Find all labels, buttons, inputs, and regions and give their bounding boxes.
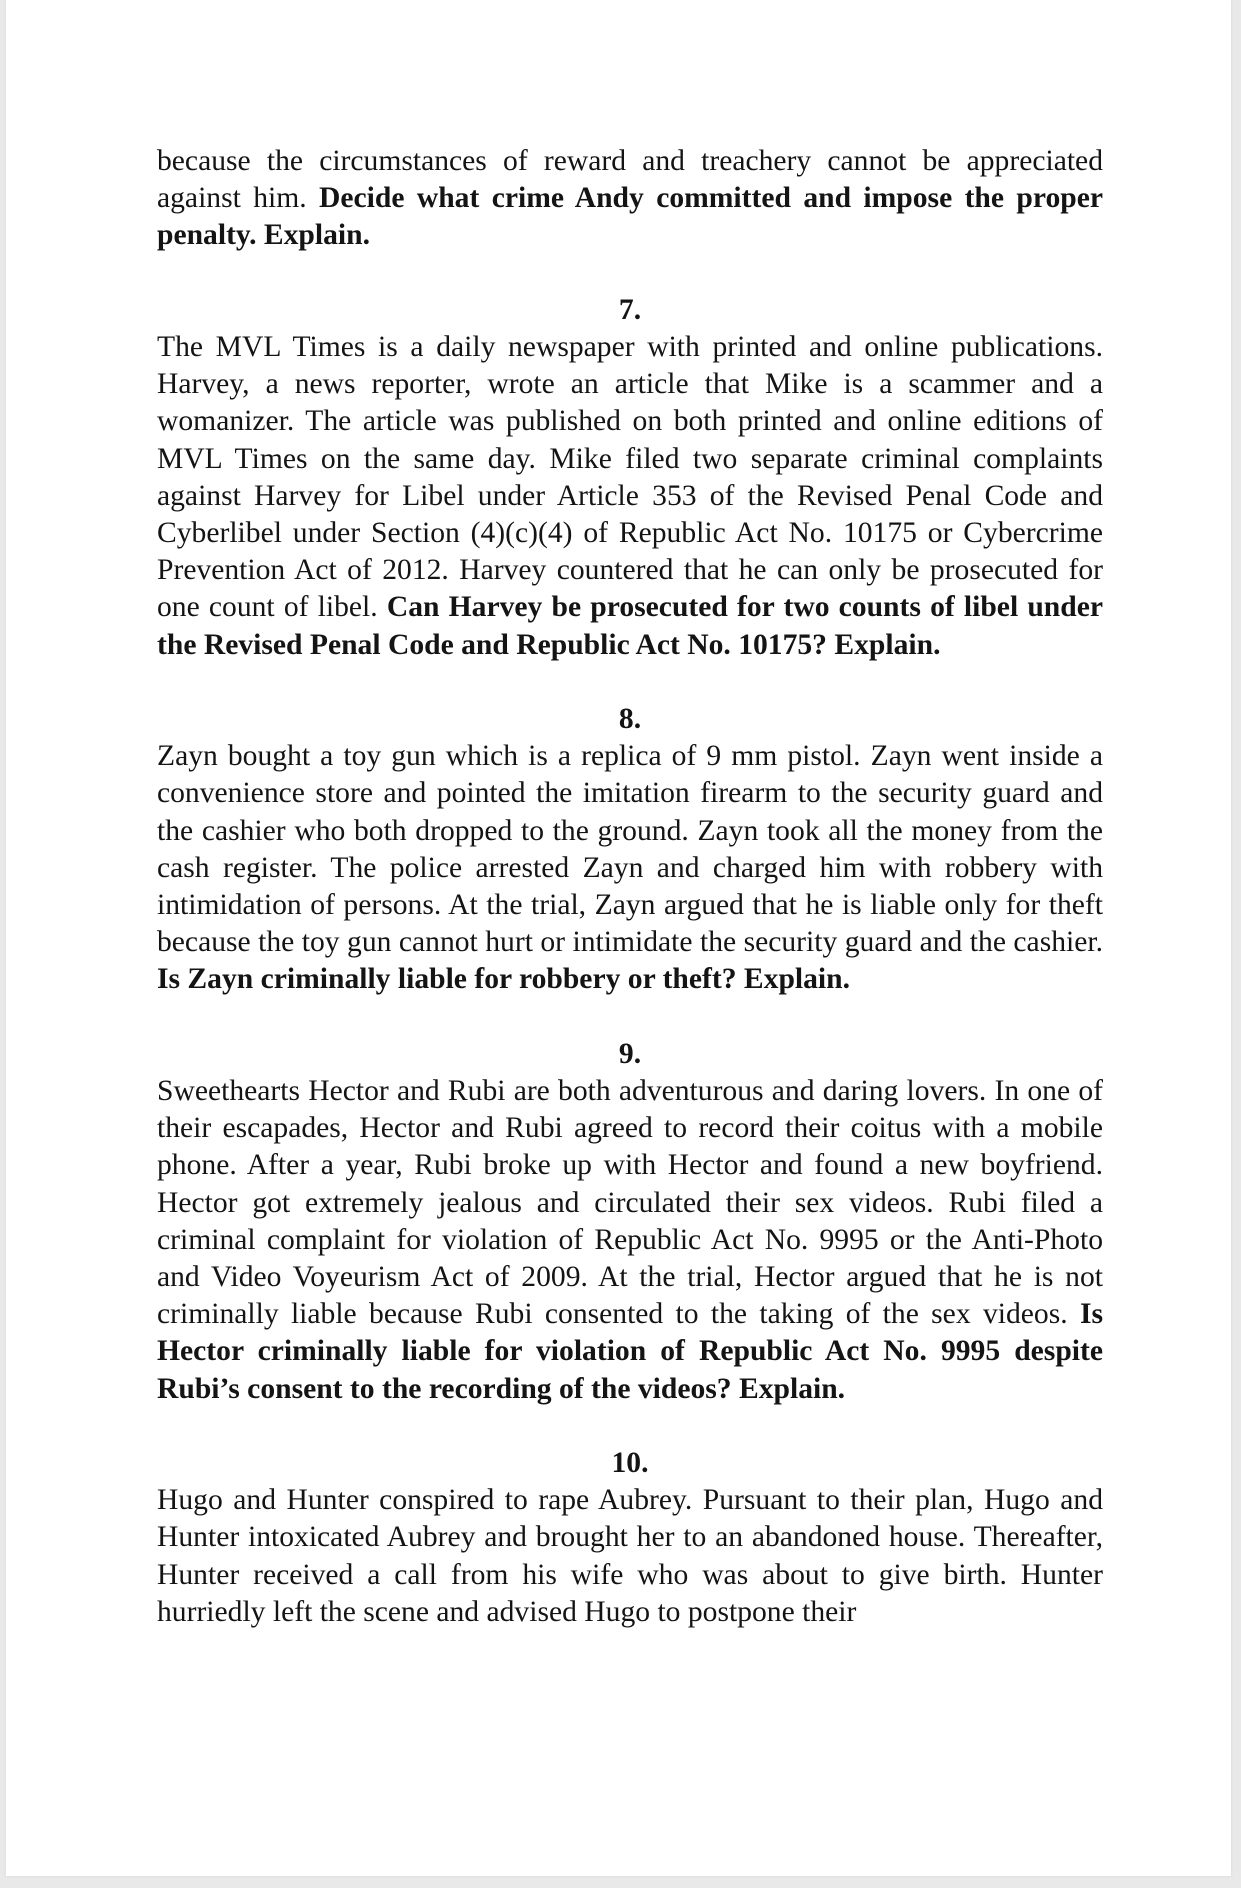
question-number-9: 9. (618, 1037, 642, 1070)
question-8-paragraph (157, 738, 1103, 998)
question-text: Decide what crime Andy committed and impose the proper penalty. Explain. (157, 182, 1103, 252)
question-text: Is Hector criminally liable for violation of Republic Act No. 9995 despite Rubi’s consent to the recording of the videos? Explain. (157, 1298, 1103, 1405)
paragraph-text: Zayn bought a toy gun which is a replica of 9 mm pistol. Zayn went inside a convenience store and pointed the imitation firearm to the security guard and the cashier who both dropped to the ground. Zayn took all the money from the cash register. The police arrested Zayn and charged him with robbery with intimidation of persons. At the trial, Zayn argued that he is liable only for theft because the toy gun cannot hurt or intimidate the security guard and the cashier. (157, 740, 1103, 959)
question-10-paragraph (157, 1482, 1103, 1631)
paragraph-text: Sweethearts Hector and Rubi are both adventurous and daring lovers. In one of their escapades, Hector and Rubi agreed to record their coitus with a mobile phone. After a year, Rubi broke up with Hector and found a new boyfriend. Hector got extremely jealous and circulated their sex videos. Rubi filed a criminal complaint for violation of Republic Act No. 9995 or the Anti-Photo and Video Voyeurism Act of 2009. At the trial, Hector argued that he is not criminally liable because Rubi consented to the taking of the sex videos. (157, 1075, 1103, 1331)
paragraph-text: because the circumstances of reward and treachery cannot be appreciated against him. (157, 145, 1103, 215)
question-text: Is Zayn criminally liable for robbery or theft? Explain. (157, 963, 851, 996)
question-7-paragraph (157, 329, 1103, 664)
spacer (157, 1408, 1103, 1445)
question-text: Can Harvey be prosecuted for two counts of libel under the Revised Penal Code and Republic Act No. 10175? Explain. (157, 591, 1103, 661)
spacer (157, 664, 1103, 701)
paragraph-text: Hugo and Hunter conspired to rape Aubrey. Pursuant to their plan, Hugo and Hunter intoxicated Aubrey and brought her to an abandoned house. Thereafter, Hunter received a call from his wife who was about to give birth. Hunter hurriedly left the scene and advised Hugo to postpone their (157, 1484, 1103, 1628)
question-number-7: 7. (618, 293, 642, 326)
spacer (157, 255, 1103, 292)
continuation-paragraph (157, 143, 1103, 255)
paragraph-text: The MVL Times is a daily newspaper with printed and online publications. Harvey, a news reporter, wrote an article that Mike is a scammer and a womanizer. The article was published on both printed and online editions of MVL Times on the same day. Mike filed two separate criminal complaints against Harvey for Libel under Article 353 of the Revised Penal Code and Cyberlibel under Section (4)(c)(4) of Republic Act No. 10175 or Cybercrime Prevention Act of 2012. Harvey countered that he can only be prosecuted for one count of libel. (157, 331, 1103, 624)
question-9-paragraph (157, 1073, 1103, 1408)
question-number-8: 8. (618, 703, 642, 736)
question-number-10: 10. (611, 1447, 649, 1480)
document-body (157, 143, 1103, 1631)
document-page (6, 0, 1231, 1876)
spacer (157, 999, 1103, 1036)
